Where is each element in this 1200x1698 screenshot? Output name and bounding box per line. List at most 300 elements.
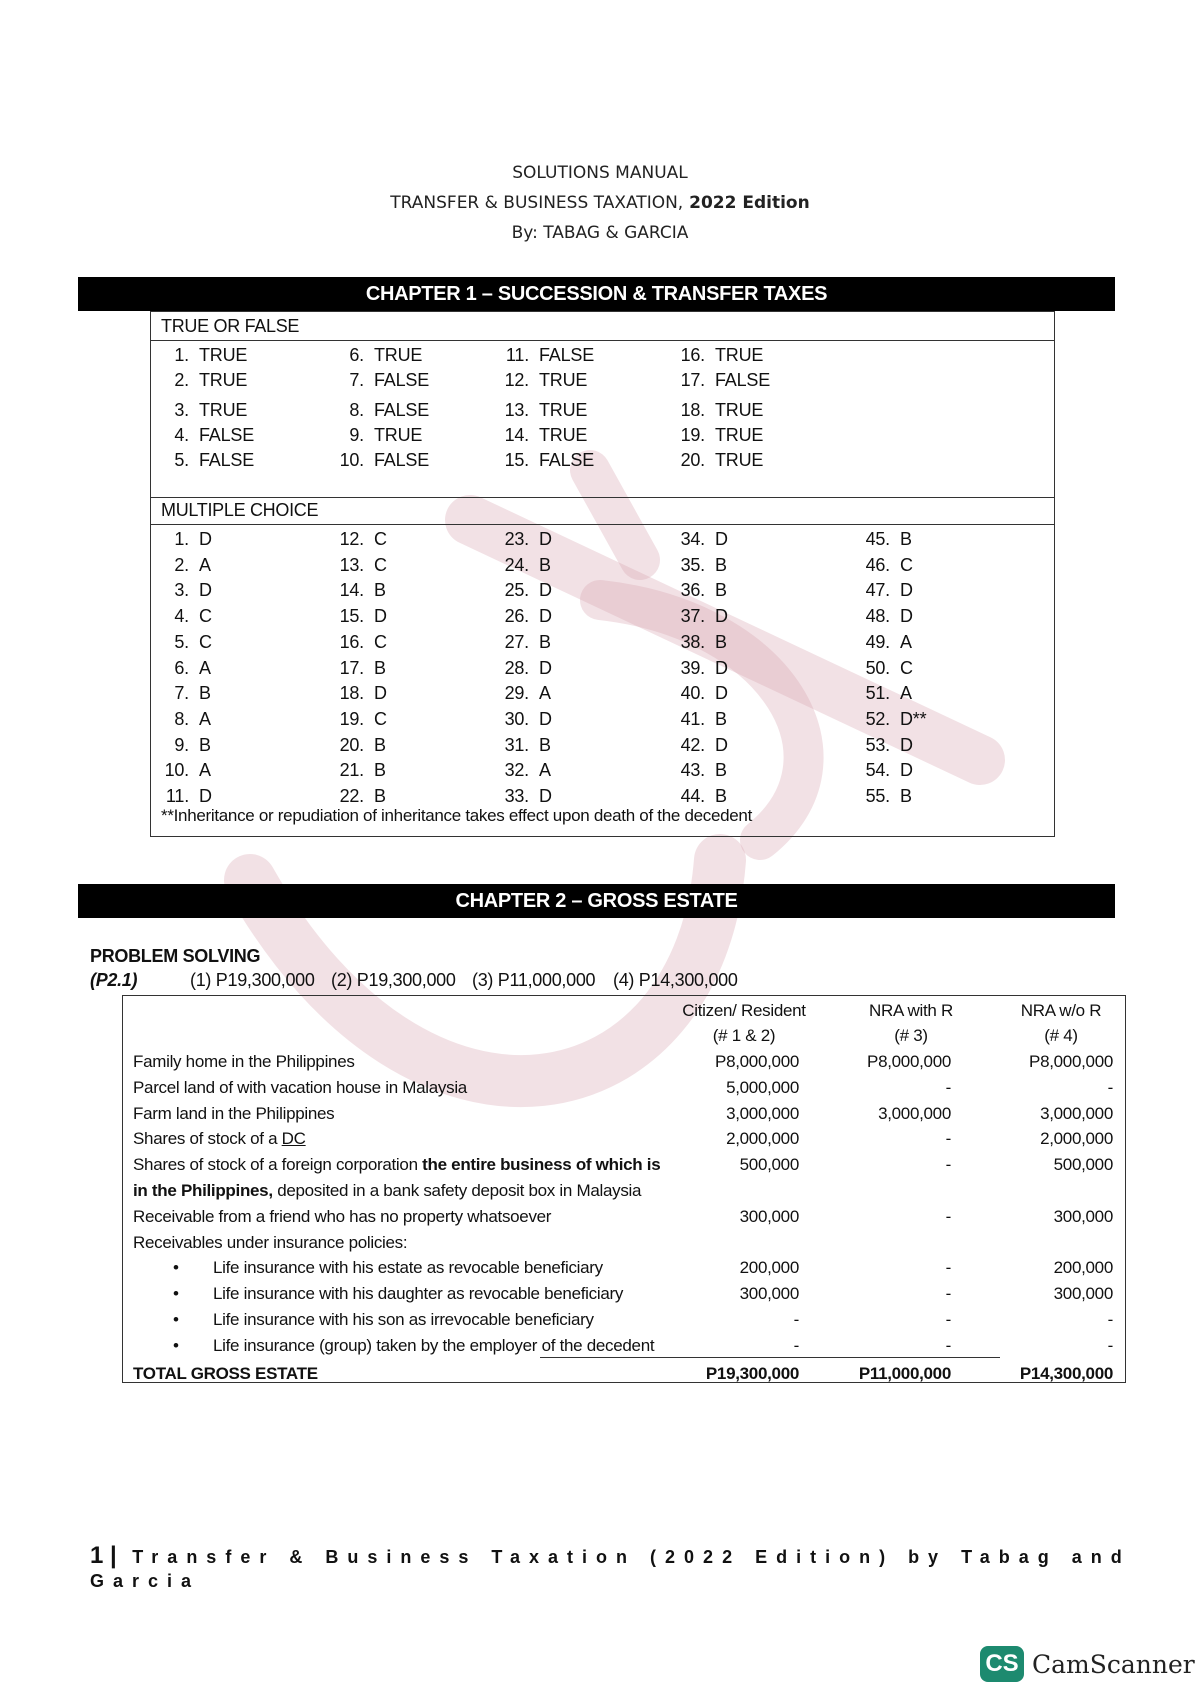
row-value: 2,000,000 <box>726 1129 799 1149</box>
item-answer: B <box>715 631 727 652</box>
item-number: 46. <box>865 554 890 575</box>
item-number: 31. <box>504 734 529 755</box>
tf-answer <box>491 345 594 366</box>
row-value: 200,000 <box>739 1258 799 1278</box>
item-number: 3. <box>174 580 189 601</box>
item-number: 2. <box>174 370 189 390</box>
item-answer: C <box>374 631 387 652</box>
item-number: 21. <box>339 760 364 781</box>
tf-answer <box>326 400 429 421</box>
row-label <box>133 1181 641 1201</box>
item-answer: D <box>900 606 913 627</box>
item-number: 2. <box>174 554 189 575</box>
page-number: 1 | <box>90 1542 117 1569</box>
item-number: 15. <box>339 606 364 627</box>
row-value: 2,000,000 <box>1040 1129 1113 1149</box>
item-number: 42. <box>680 734 705 755</box>
mc-answer <box>326 529 387 550</box>
mc-answer <box>491 529 552 550</box>
row-value: 300,000 <box>1053 1284 1113 1304</box>
divider <box>151 497 1054 498</box>
tf-answer <box>151 450 254 471</box>
item-number: 53. <box>865 734 890 755</box>
item-answer: A <box>199 760 211 781</box>
header-line3: By: TABAG & GARCIA <box>511 223 689 243</box>
mc-answer <box>151 555 211 576</box>
item-number: 13. <box>339 554 364 575</box>
row-label-text: Shares of stock of a foreign corporation <box>133 1155 423 1175</box>
mc-answer <box>667 555 727 576</box>
row-label-text: Shares of stock of a <box>133 1129 282 1149</box>
item-answer: TRUE <box>199 345 248 365</box>
item-answer: TRUE <box>715 400 764 420</box>
item-answer: D** <box>900 708 927 729</box>
item-answer: B <box>715 760 727 781</box>
row-label <box>213 1258 603 1278</box>
header-line1: SOLUTIONS MANUAL <box>512 163 688 183</box>
row-value: 3,000,000 <box>1040 1103 1113 1123</box>
mc-answer <box>852 709 926 730</box>
item-number: 43. <box>680 760 705 781</box>
col-header-nra-with-r: NRA with R (# 3) <box>869 1001 953 1045</box>
total-rule <box>540 1357 1000 1358</box>
item-answer: FALSE <box>199 425 255 445</box>
row-value: 500,000 <box>1053 1155 1113 1175</box>
mc-answer <box>667 683 728 704</box>
item-answer: C <box>374 708 387 729</box>
chapter1-title-bar: CHAPTER 1 – SUCCESSION & TRANSFER TAXES <box>78 277 1115 311</box>
mc-answer <box>852 606 913 627</box>
item-answer: D <box>539 786 552 806</box>
mc-answer <box>667 735 728 756</box>
item-number: 11. <box>165 786 189 806</box>
item-number: 45. <box>865 529 890 549</box>
item-number: 37. <box>680 606 705 627</box>
item-answer: D <box>715 683 728 704</box>
gross-estate-table <box>122 995 1126 1383</box>
tf-answer <box>491 425 587 446</box>
item-answer: D <box>715 734 728 755</box>
item-answer: B <box>374 760 386 781</box>
item-answer: B <box>900 529 912 549</box>
item-number: 13. <box>504 400 529 420</box>
item-answer: D <box>539 657 552 678</box>
row-value: - <box>945 1284 951 1304</box>
item-number: 48. <box>865 606 890 627</box>
mc-answer <box>326 606 387 627</box>
item-answer: D <box>539 580 552 601</box>
tf-answer <box>491 400 587 421</box>
item-number: 12. <box>504 370 529 390</box>
mc-answer <box>852 683 912 704</box>
row-label <box>133 1078 467 1098</box>
item-number: 16. <box>339 631 364 652</box>
row-value: P8,000,000 <box>715 1052 799 1071</box>
item-number: 19. <box>680 425 705 445</box>
item-answer: TRUE <box>715 345 764 365</box>
item-answer: FALSE <box>374 370 430 390</box>
mc-answer <box>852 529 912 550</box>
item-answer: B <box>374 734 386 755</box>
row-label-text: Life insurance with his estate as revocable beneficiary <box>213 1258 603 1278</box>
item-number: 9. <box>349 425 364 445</box>
bullet-icon: • <box>173 1258 179 1278</box>
item-answer: D <box>539 708 552 729</box>
answer-2: (2) P19,300,000 <box>331 970 456 990</box>
item-number: 5. <box>174 631 189 652</box>
mc-answer <box>852 735 913 756</box>
item-number: 6. <box>174 657 189 678</box>
item-number: 41. <box>680 708 705 729</box>
item-answer: C <box>374 554 387 575</box>
mc-answer <box>491 555 551 576</box>
item-answer: C <box>374 529 387 549</box>
row-value: 3,000,000 <box>726 1103 799 1123</box>
row-value: - <box>945 1335 951 1355</box>
item-answer: TRUE <box>374 345 423 365</box>
item-number: 10. <box>164 760 189 781</box>
row-label-underlined: DC <box>281 1129 306 1149</box>
mc-answer <box>491 658 552 679</box>
row-label <box>133 1207 551 1227</box>
row-value: - <box>1107 1310 1113 1329</box>
mc-answer <box>326 786 386 807</box>
item-answer: A <box>199 708 211 729</box>
mc-answer <box>667 658 728 679</box>
row-label <box>213 1284 623 1304</box>
item-number: 1. <box>174 529 189 549</box>
item-answer: D <box>715 529 728 549</box>
camscanner-logo-icon: CS <box>980 1646 1024 1682</box>
row-value: 300,000 <box>739 1206 799 1226</box>
item-answer: TRUE <box>539 370 588 390</box>
mc-answer <box>151 580 212 601</box>
header-line2: TRANSFER & BUSINESS TAXATION, 2022 Edition <box>390 193 810 213</box>
item-answer: B <box>539 631 551 652</box>
mc-answer <box>151 709 211 730</box>
item-number: 17. <box>339 657 364 678</box>
tf-answer <box>667 345 763 366</box>
mc-answer <box>326 580 386 601</box>
item-answer: B <box>715 708 727 729</box>
row-label-text: Parcel land of with vacation house in Malaysia <box>133 1077 467 1097</box>
item-answer: TRUE <box>715 450 764 470</box>
item-answer: A <box>539 760 551 781</box>
item-number: 19. <box>339 708 364 729</box>
item-answer: D <box>374 606 387 627</box>
item-answer: B <box>199 683 211 704</box>
item-answer: D <box>715 606 728 627</box>
mc-answer <box>667 606 728 627</box>
camscanner-watermark <box>980 1646 1195 1682</box>
mc-answer <box>852 580 913 601</box>
item-number: 32. <box>504 760 529 781</box>
item-answer: FALSE <box>539 345 595 365</box>
item-number: 20. <box>339 734 364 755</box>
true-false-title: TRUE OR FALSE <box>161 316 300 336</box>
item-answer: C <box>900 554 913 575</box>
row-label <box>133 1129 306 1149</box>
mc-answer <box>491 709 552 730</box>
item-answer: TRUE <box>539 400 588 420</box>
item-number: 11. <box>505 345 529 365</box>
divider <box>151 524 1054 525</box>
tf-answer <box>326 425 422 446</box>
mc-answer <box>326 709 387 730</box>
tf-answer <box>326 370 429 391</box>
item-answer: A <box>199 554 211 575</box>
item-answer: D <box>539 529 552 549</box>
mc-answer <box>667 632 727 653</box>
mc-answer <box>151 529 212 550</box>
item-number: 9. <box>174 734 189 755</box>
item-answer: C <box>199 606 212 627</box>
mc-answer <box>151 606 212 627</box>
answer-4: (4) P14,300,000 <box>613 970 738 990</box>
tf-answer <box>151 425 254 446</box>
item-number: 26. <box>504 606 529 627</box>
item-answer: D <box>539 606 552 627</box>
footer-text: Transfer & Business Taxation (2022 Edition) by Tabag and Garcia <box>90 1547 1131 1591</box>
row-value: - <box>1107 1077 1113 1097</box>
item-number: 1. <box>174 345 189 365</box>
item-number: 28. <box>504 657 529 678</box>
tf-answer <box>667 400 763 421</box>
item-answer: B <box>374 580 386 601</box>
item-answer: TRUE <box>199 400 248 420</box>
item-number: 33. <box>504 786 529 806</box>
item-answer: D <box>199 529 212 549</box>
footnote: **Inheritance or repudiation of inheritance takes effect upon death of the decedent <box>161 806 753 825</box>
tf-answer <box>151 345 247 366</box>
item-answer: C <box>900 657 913 678</box>
item-answer: A <box>900 683 912 704</box>
tf-answer <box>326 345 422 366</box>
mc-answer <box>491 786 552 807</box>
tf-answer <box>667 450 763 471</box>
item-answer: B <box>374 786 386 806</box>
item-answer: B <box>900 786 912 806</box>
item-number: 18. <box>339 683 364 704</box>
row-label <box>133 1104 334 1124</box>
page-footer <box>90 1542 1200 1593</box>
mc-answer <box>326 735 386 756</box>
total-label: TOTAL GROSS ESTATE <box>133 1363 318 1383</box>
mc-answer <box>151 735 211 756</box>
item-answer: FALSE <box>374 450 430 470</box>
item-answer: B <box>539 554 551 575</box>
col-header-nra-without-r: NRA w/o R (# 4) <box>1020 1001 1102 1045</box>
mc-answer <box>667 529 728 550</box>
row-value: - <box>945 1310 951 1329</box>
row-label-text: Receivable from a friend who has no property whatsoever <box>133 1206 552 1226</box>
item-number: 25. <box>504 580 529 601</box>
item-number: 7. <box>349 370 364 390</box>
item-number: 20. <box>680 450 705 470</box>
divider <box>151 340 1054 341</box>
mc-answer <box>852 786 912 807</box>
row-value: 300,000 <box>1053 1206 1113 1226</box>
item-answer: B <box>715 786 727 806</box>
mc-answer <box>491 606 552 627</box>
problem-id: (P2.1) <box>90 970 138 990</box>
tf-answer <box>491 450 594 471</box>
tf-answer <box>667 425 763 446</box>
item-number: 54. <box>865 760 890 781</box>
mc-answer <box>491 632 551 653</box>
item-answer: D <box>715 657 728 678</box>
item-answer: D <box>900 580 913 601</box>
mc-answer <box>151 632 212 653</box>
item-answer: C <box>199 631 212 652</box>
row-value: - <box>945 1129 951 1149</box>
item-number: 7. <box>174 683 189 704</box>
item-answer: TRUE <box>374 425 423 445</box>
row-label <box>213 1310 594 1330</box>
total-value: P14,300,000 <box>1019 1363 1113 1383</box>
item-answer: TRUE <box>199 370 248 390</box>
item-number: 5. <box>174 450 189 470</box>
item-answer: B <box>539 734 551 755</box>
item-number: 55. <box>865 786 890 806</box>
mc-answer <box>491 760 551 781</box>
item-answer: A <box>199 657 211 678</box>
row-label <box>133 1155 660 1175</box>
chapter2-title-bar: CHAPTER 2 – GROSS ESTATE <box>78 884 1115 918</box>
row-value: - <box>945 1155 951 1175</box>
row-label-text: deposited in a bank safety deposit box in Malaysia <box>272 1181 642 1200</box>
item-number: 23. <box>504 529 529 549</box>
row-label <box>133 1052 355 1072</box>
col-header-citizen: Citizen/ Resident (# 1 & 2) <box>682 1001 806 1045</box>
item-answer: D <box>374 683 387 704</box>
problem-solving-title: PROBLEM SOLVING <box>90 946 261 966</box>
item-number: 17. <box>680 370 705 390</box>
mc-answer <box>667 580 727 601</box>
item-number: 4. <box>174 425 189 445</box>
item-number: 8. <box>174 708 189 729</box>
tf-answer <box>491 370 587 391</box>
mc-answer <box>667 709 727 730</box>
item-answer: B <box>374 657 386 678</box>
item-answer: TRUE <box>715 425 764 445</box>
mc-answer <box>326 760 386 781</box>
mc-answer <box>491 683 551 704</box>
item-number: 3. <box>174 400 189 420</box>
mc-answer <box>852 658 913 679</box>
item-number: 39. <box>680 657 705 678</box>
bullet-icon: • <box>173 1310 179 1329</box>
item-number: 34. <box>680 529 705 549</box>
mc-answer <box>326 632 387 653</box>
item-answer: TRUE <box>539 425 588 445</box>
row-value: 3,000,000 <box>878 1103 951 1123</box>
tf-answer <box>667 370 770 391</box>
item-answer: D <box>900 734 913 755</box>
camscanner-text: CamScanner <box>1032 1649 1195 1679</box>
row-value: P8,000,000 <box>867 1052 951 1071</box>
item-answer: A <box>539 683 551 704</box>
row-value: - <box>945 1258 951 1278</box>
item-answer: FALSE <box>715 370 771 390</box>
item-number: 44. <box>680 786 705 806</box>
row-value: - <box>793 1310 799 1329</box>
bullet-icon: • <box>173 1284 179 1304</box>
row-label <box>213 1336 654 1356</box>
mc-answer <box>326 658 386 679</box>
mc-answer <box>852 760 913 781</box>
mc-answer <box>852 632 912 653</box>
item-number: 24. <box>504 554 529 575</box>
item-answer: B <box>199 734 211 755</box>
item-number: 22. <box>339 786 364 806</box>
document-header <box>0 158 1200 248</box>
row-label-text: Life insurance with his son as irrevocable beneficiary <box>213 1310 594 1329</box>
item-number: 40. <box>680 683 705 704</box>
mc-answer <box>667 786 727 807</box>
item-number: 30. <box>504 708 529 729</box>
item-number: 29. <box>504 683 529 704</box>
item-number: 10. <box>339 450 364 470</box>
item-number: 16. <box>680 345 705 365</box>
multiple-choice-title: MULTIPLE CHOICE <box>161 500 319 520</box>
item-number: 51. <box>865 683 890 704</box>
item-number: 15. <box>504 450 529 470</box>
item-number: 27. <box>504 631 529 652</box>
row-value: - <box>793 1335 799 1355</box>
row-value: 5,000,000 <box>726 1077 799 1097</box>
item-answer: FALSE <box>199 450 255 470</box>
item-answer: A <box>900 631 912 652</box>
mc-answer <box>667 760 727 781</box>
item-number: 49. <box>865 631 890 652</box>
tf-answer <box>326 450 429 471</box>
mc-answer <box>852 555 913 576</box>
mc-answer <box>151 683 211 704</box>
row-label-text: Receivables under insurance policies: <box>133 1232 408 1252</box>
chapter1-answer-box <box>150 311 1055 837</box>
item-answer: D <box>199 580 212 601</box>
item-answer: D <box>900 760 913 781</box>
mc-answer <box>491 735 551 756</box>
mc-answer <box>151 760 211 781</box>
tf-answer <box>151 370 247 391</box>
total-value: P19,300,000 <box>705 1363 799 1383</box>
answer-1: (1) P19,300,000 <box>190 970 315 990</box>
item-answer: D <box>199 786 212 806</box>
item-number: 18. <box>680 400 705 420</box>
total-value: P11,000,000 <box>858 1363 951 1383</box>
row-label <box>133 1233 407 1253</box>
row-value: P8,000,000 <box>1029 1052 1113 1071</box>
row-value: 500,000 <box>739 1155 799 1175</box>
answer-3: (3) P11,000,000 <box>472 970 596 990</box>
mc-answer <box>326 555 387 576</box>
row-label-text: Family home in the Philippines <box>133 1052 355 1071</box>
row-label-bold: the entire business of which is <box>422 1155 661 1175</box>
mc-answer <box>326 683 387 704</box>
row-label-text: Life insurance with his daughter as revocable beneficiary <box>213 1284 624 1304</box>
item-number: 47. <box>865 580 890 601</box>
item-number: 4. <box>174 606 189 627</box>
row-value: - <box>1107 1335 1113 1355</box>
item-answer: FALSE <box>539 450 595 470</box>
row-label-text: Farm land in the Philippines <box>133 1103 335 1123</box>
item-number: 35. <box>680 554 705 575</box>
tf-answer <box>151 400 247 421</box>
item-number: 6. <box>349 345 364 365</box>
item-number: 50. <box>865 657 890 678</box>
